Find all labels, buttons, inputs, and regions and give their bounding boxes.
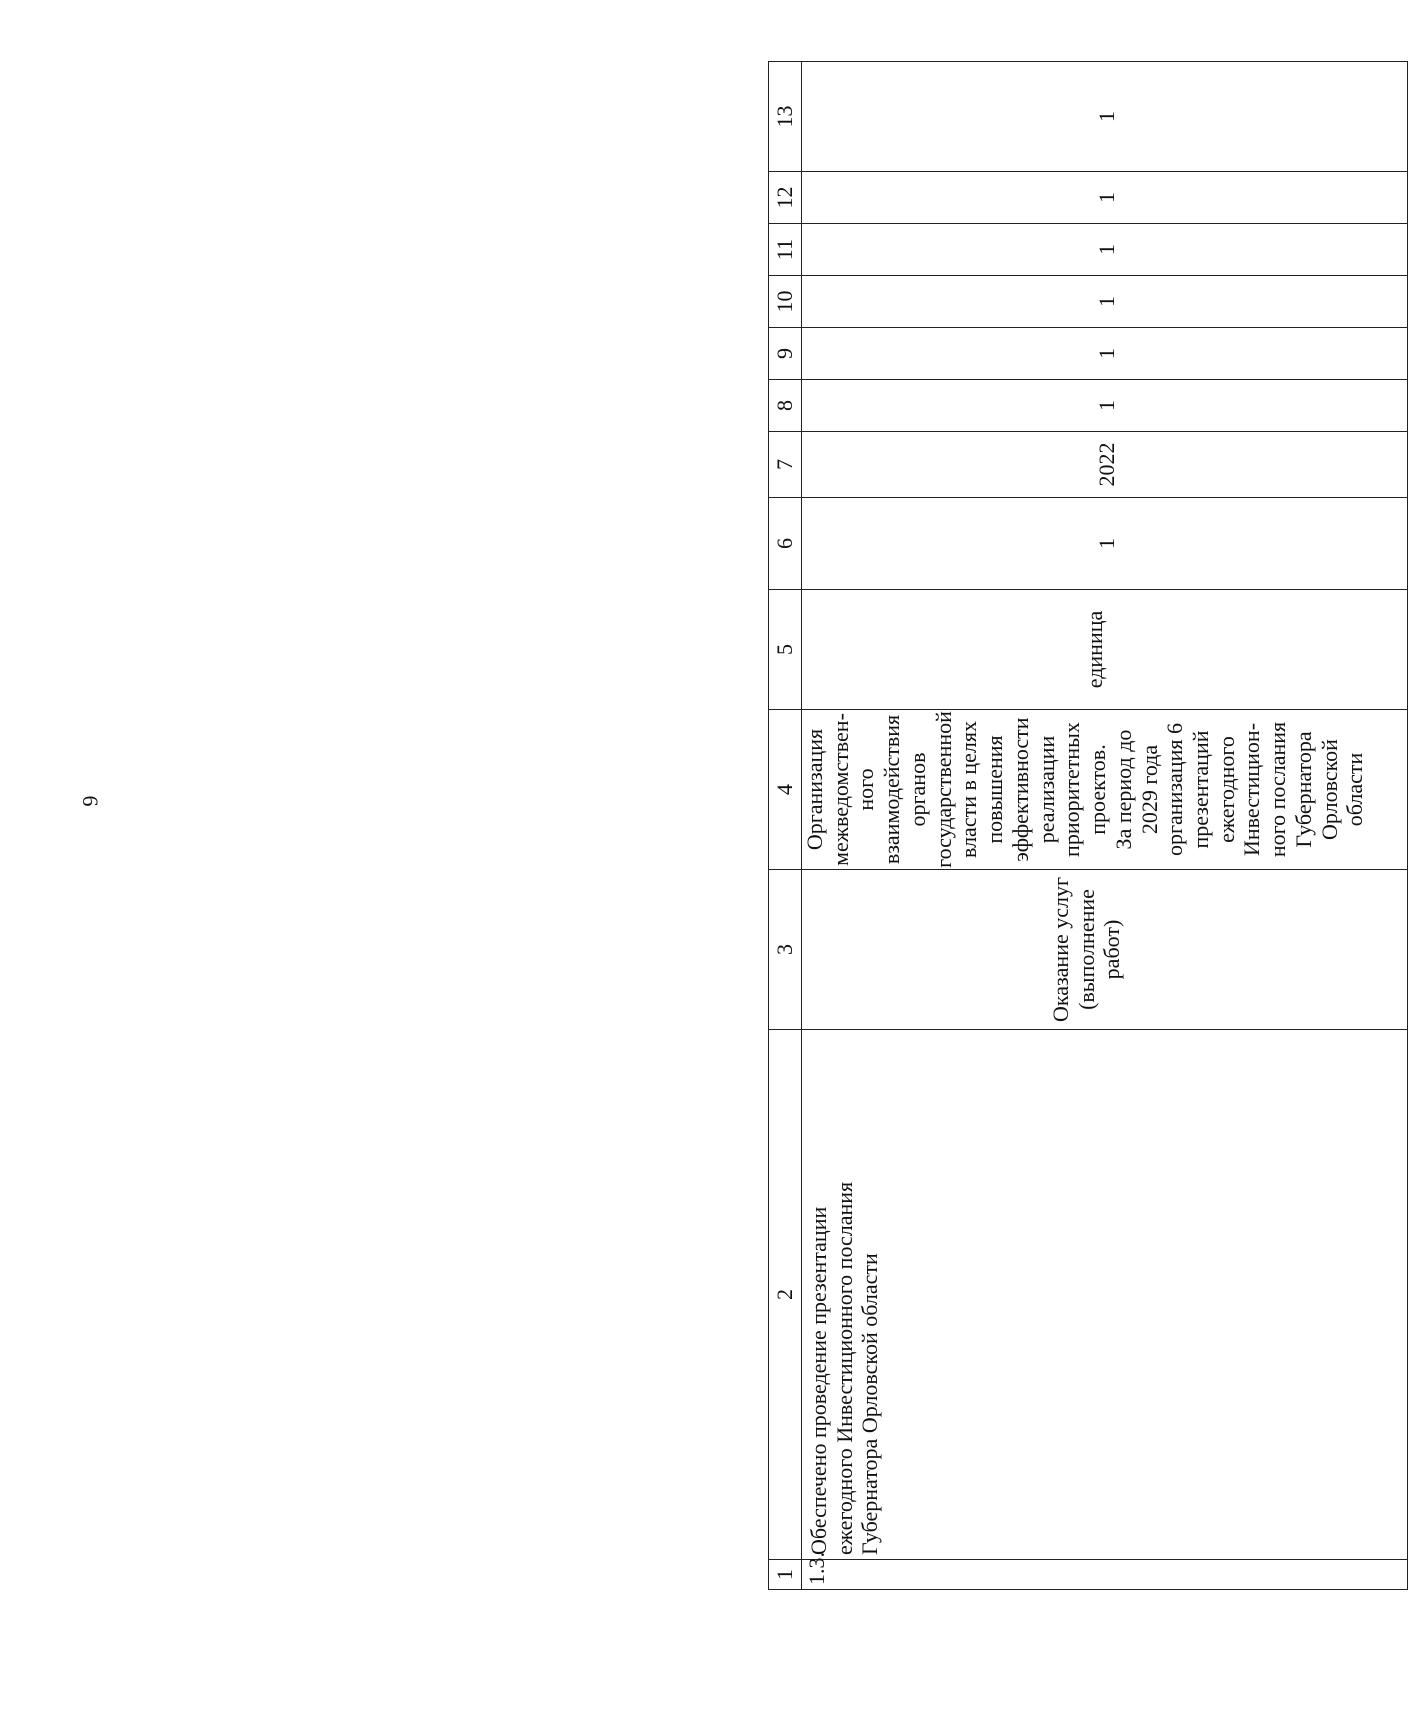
header-cell-3: 3	[769, 870, 802, 1030]
rotated-table	[768, 62, 1408, 1590]
desc-line: ного послания	[1265, 721, 1291, 858]
desc-line: За период до	[1110, 729, 1136, 850]
result-type-line: Оказание услуг	[1048, 876, 1073, 1023]
desc-line: государственной	[930, 711, 956, 868]
header-cell-6: 6	[769, 498, 802, 590]
desc-line: Губернатора	[1290, 731, 1316, 848]
value-col-11: 1	[802, 224, 1408, 276]
unit-of-measure: единица	[802, 590, 1408, 710]
desc-line: повышения	[982, 735, 1008, 844]
result-title-line: ежегодного Инвестиционного послания	[831, 1181, 857, 1555]
desc-line: взаимодействия	[879, 714, 905, 865]
desc-line: власти в целях	[956, 720, 982, 859]
base-year: 2022	[802, 432, 1408, 498]
desc-line: эффективности	[1007, 717, 1033, 862]
result-title-line: Губернатора Орловской области	[857, 1253, 883, 1555]
desc-line: органов	[904, 752, 930, 827]
header-cell-7: 7	[769, 432, 802, 498]
desc-line: Организация	[802, 728, 827, 851]
desc-line: реализации	[1033, 735, 1059, 844]
header-cell-2: 2	[769, 1030, 802, 1560]
desc-line: приоритетных	[1059, 722, 1085, 857]
value-col-9: 1	[802, 328, 1408, 380]
desc-line: области	[1342, 752, 1368, 827]
desc-line: презентаций	[1188, 730, 1214, 849]
project-results-table	[768, 61, 1408, 1590]
desc-line: организация 6	[1162, 723, 1188, 856]
result-type-line: работ)	[1099, 919, 1125, 980]
table-row	[802, 62, 1408, 1590]
result-description	[802, 710, 1408, 870]
value-col-8: 1	[802, 380, 1408, 432]
value-col-13: 1	[802, 62, 1408, 172]
desc-line: ежегодного	[1213, 736, 1239, 843]
value-col-12: 1	[802, 172, 1408, 224]
desc-line: Инвестицион-	[1239, 722, 1265, 857]
result-title	[802, 1030, 1408, 1560]
result-type	[802, 870, 1408, 1030]
page-number: 6	[78, 795, 103, 807]
header-row	[769, 62, 802, 1590]
header-cell-4: 4	[769, 710, 802, 870]
header-cell-5: 5	[769, 590, 802, 710]
base-value: 1	[802, 498, 1408, 590]
desc-line: 2029 года	[1136, 744, 1162, 835]
header-cell-11: 11	[769, 224, 802, 276]
desc-line: проектов.	[1085, 744, 1111, 835]
header-cell-9: 9	[769, 328, 802, 380]
desc-line: Орловской	[1316, 739, 1342, 840]
header-cell-12: 12	[769, 172, 802, 224]
desc-line: межведомствен-	[827, 713, 853, 866]
table-container	[128, 62, 1368, 1590]
desc-line: ного	[853, 768, 879, 811]
value-col-10: 1	[802, 276, 1408, 328]
result-type-line: (выполнение	[1073, 889, 1099, 1010]
header-cell-13: 13	[769, 62, 802, 172]
header-cell-1: 1	[769, 1560, 802, 1590]
result-title-line: Обеспечено проведение презентации	[806, 1206, 831, 1555]
row-number: 1.3.	[802, 1560, 1408, 1590]
header-cell-10: 10	[769, 276, 802, 328]
header-cell-8: 8	[769, 380, 802, 432]
